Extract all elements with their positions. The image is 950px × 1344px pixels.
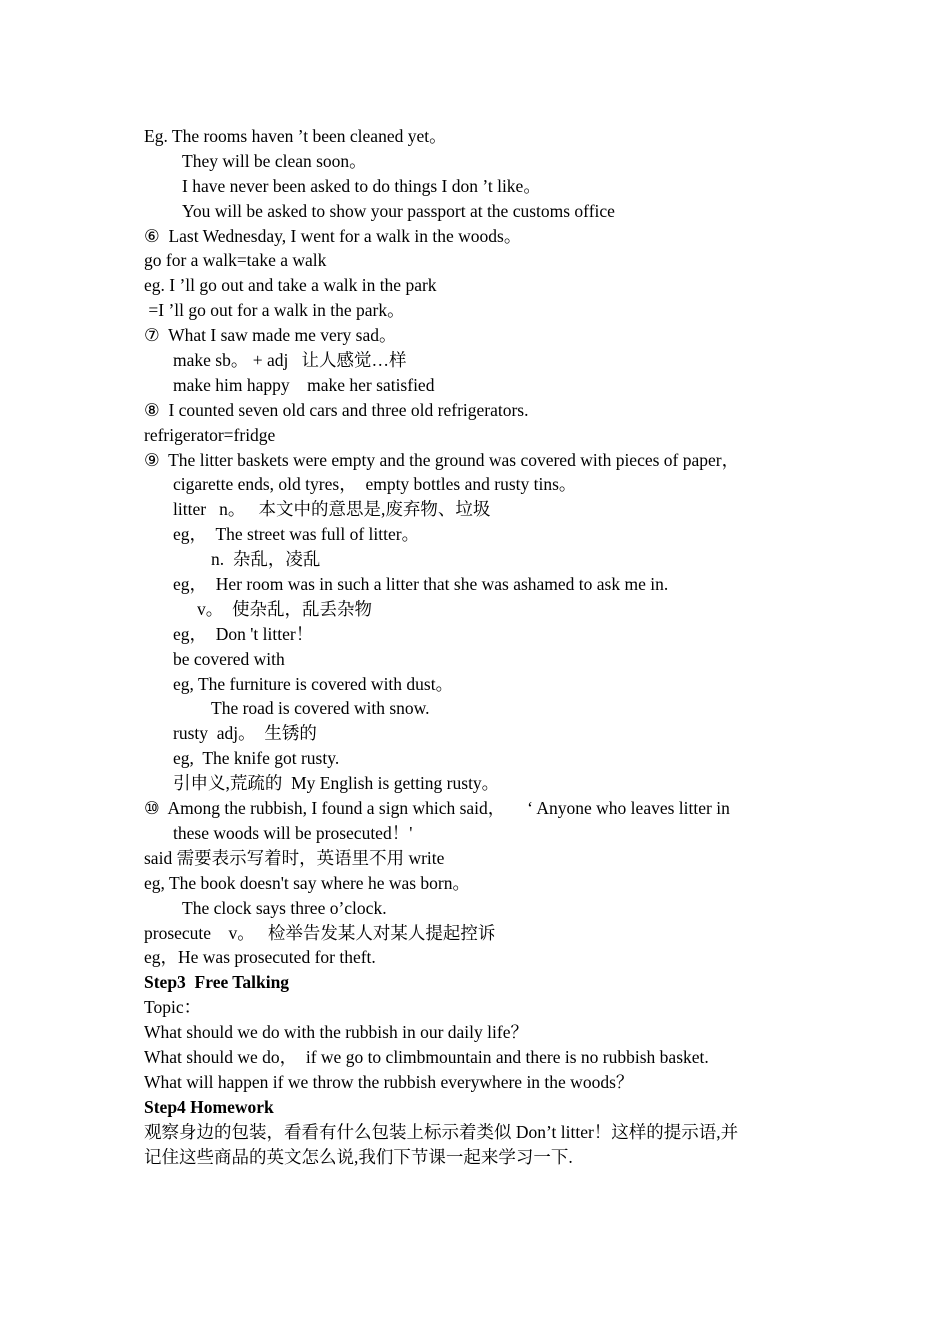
numbered-item: ⑦ What I saw made me very sad。 (144, 325, 397, 346)
text-line: refrigerator=fridge (144, 424, 276, 445)
text-line: The road is covered with snow. (211, 698, 430, 719)
text-line: prosecute v。 检举告发某人对某人提起控诉 (144, 922, 496, 943)
text-line: =I ’ll go out for a walk in the park。 (144, 300, 405, 321)
text-line: 引申义,荒疏的 My English is getting rusty。 (173, 773, 500, 794)
section-heading-step3: Step3 Free Talking (144, 972, 290, 993)
text-line: go for a walk=take a walk (144, 250, 327, 271)
text-line: be covered with (173, 648, 285, 669)
text-line: What will happen if we throw the rubbish everywhere in the woods？ (144, 1071, 634, 1092)
text-line: litter n。 本文中的意思是,废弃物、垃圾 (173, 499, 491, 520)
text-line: eg, The knife got rusty. (173, 748, 340, 769)
text-line: They will be clean soon。 (182, 150, 367, 171)
text-line: eg， Her room was in such a litter that she was ashamed to ask me in. (173, 574, 669, 595)
document-page (144, 124, 804, 1169)
text-line: Eg. The rooms haven ’t been cleaned yet。 (144, 126, 447, 146)
section-heading-step4: Step4 Homework (144, 1096, 274, 1117)
text-line: rusty adj。 生锈的 (173, 723, 317, 744)
numbered-item: ⑨ The litter baskets were empty and the ground was covered with pieces of paper， (144, 449, 740, 470)
text-line: eg, The furniture is covered with dust。 (173, 673, 454, 694)
text-line: eg，He was prosecuted for theft. (144, 947, 376, 968)
text-line: these woods will be prosecuted！' (173, 822, 413, 843)
text-line: What should we do， if we go to climbmountain and there is no rubbish basket. (144, 1046, 709, 1067)
text-line: You will be asked to show your passport at the customs office (182, 200, 615, 221)
text-line: make sb。 + adj 让人感觉…样 (173, 350, 407, 371)
text-line: said 需要表示写着时，英语里不用 write (144, 847, 445, 868)
text-line: eg. I ’ll go out and take a walk in the park (144, 275, 437, 296)
text-line: The clock says three o’clock. (182, 897, 387, 918)
text-line: make him happy make her satisfied (173, 374, 435, 395)
text-line: cigarette ends, old tyres， empty bottles and rusty tins。 (173, 474, 577, 495)
text-line: eg， The street was full of litter。 (173, 524, 420, 545)
numbered-item: ⑥ Last Wednesday, I went for a walk in the woods。 (144, 225, 522, 246)
text-line: What should we do with the rubbish in our daily life？ (144, 1022, 528, 1043)
numbered-item: ⑧ I counted seven old cars and three old refrigerators. (144, 399, 529, 420)
text-line: eg， Don 't litter！ (173, 623, 314, 644)
text-line: n. 杂乱，凌乱 (211, 549, 321, 570)
text-line: eg, The book doesn't say where he was born。 (144, 872, 471, 893)
text-line: Topic： (144, 997, 202, 1018)
numbered-item: ⑩ Among the rubbish, I found a sign which said， ‘ Anyone who leaves litter in (144, 798, 730, 819)
text-line: I have never been asked to do things I don ’t like。 (182, 175, 541, 196)
text-line: 记住这些商品的英文怎么说,我们下节课一起来学习一下. (144, 1146, 573, 1167)
text-line: 观察身边的包装，看看有什么包装上标示着类似 Don’t litter！这样的提示语,并 (144, 1121, 739, 1142)
text-line: v。 使杂乱，乱丢杂物 (197, 598, 372, 619)
